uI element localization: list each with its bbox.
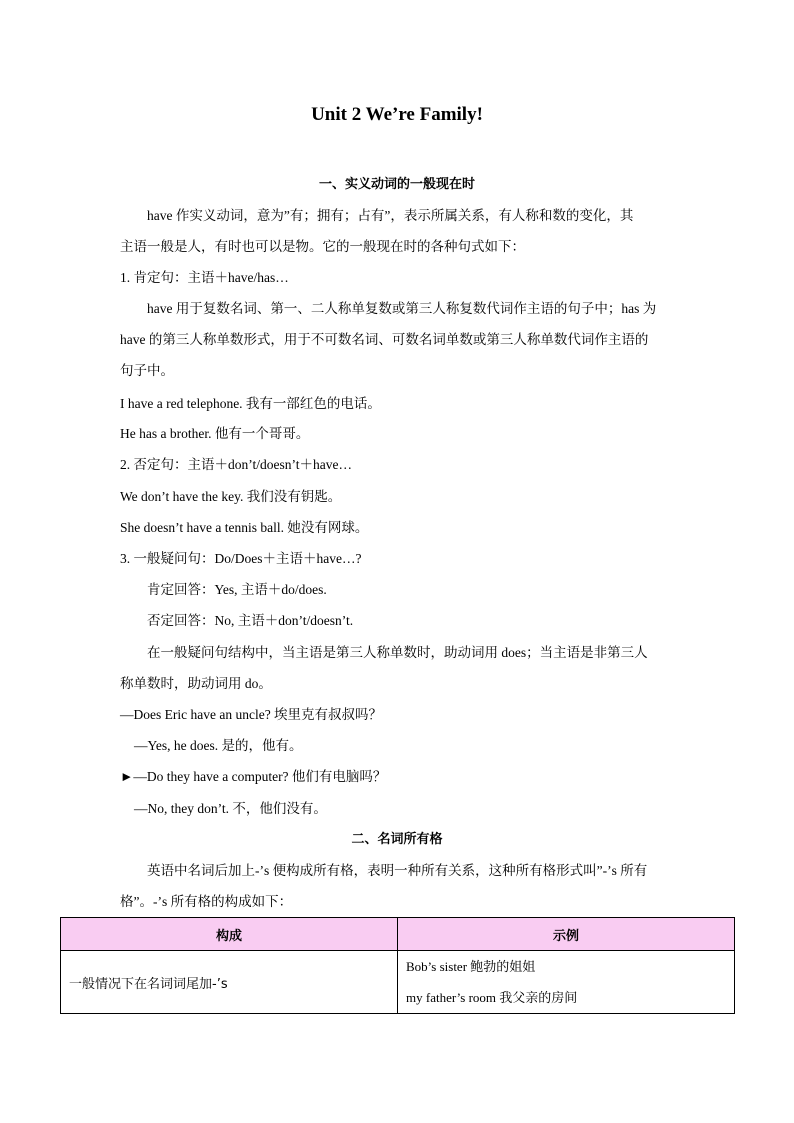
section2-intro-line-2: 格”。-’s 所有格的构成如下： bbox=[120, 894, 293, 909]
section1-intro-line-1: have 作实义动词，意为”有；拥有；占有”，表示所属关系，有人称和数的变化，其 bbox=[147, 208, 634, 223]
point1-title: 1. 肯定句：主语＋have/has… bbox=[120, 270, 289, 285]
example-1: I have a red telephone. 我有一部红色的电话。 bbox=[120, 396, 381, 411]
table-example-1: Bob’s sister 鲍勃的姐姐 bbox=[406, 959, 536, 974]
section2-intro-line-1: 英语中名词后加上-’s 便构成所有格，表明一种所有关系，这种所有格形式叫”-’s 所有 bbox=[147, 863, 648, 878]
example-3: We don’t have the key. 我们没有钥匙。 bbox=[120, 489, 342, 504]
table-row bbox=[61, 951, 735, 1014]
table-header-structure: 构成 bbox=[61, 918, 398, 951]
dialog1-question: —Does Eric have an uncle? 埃里克有叔叔吗？ bbox=[120, 707, 383, 722]
section1-heading: 一、实义动词的一般现在时 bbox=[318, 177, 475, 192]
point3-text-line-1: 在一般疑问句结构中，当主语是第三人称单数时，助动词用 does；当主语是非第三人 bbox=[147, 645, 648, 660]
section2-heading: 二、名词所有格 bbox=[351, 832, 443, 847]
table-header-example: 示例 bbox=[398, 918, 735, 951]
example-4: She doesn’t have a tennis ball. 她没有网球。 bbox=[120, 520, 369, 535]
dialog2-question: ►—Do they have a computer? 他们有电脑吗？ bbox=[120, 769, 387, 784]
possessive-table bbox=[60, 917, 735, 1014]
dialog2-answer: —No, they don’t. 不，他们没有。 bbox=[134, 801, 327, 816]
section1-intro-line-2: 主语一般是人，有时也可以是物。它的一般现在时的各种句式如下： bbox=[120, 239, 525, 254]
point2-title: 2. 否定句：主语＋don’t/doesn’t＋have… bbox=[120, 457, 352, 472]
table-header-row bbox=[61, 918, 735, 951]
point1-text-line-2: have 的第三人称单数形式，用于不可数名词、可数名词单数或第三人称单数代词作主语的 bbox=[120, 332, 649, 347]
example-2: He has a brother. 他有一个哥哥。 bbox=[120, 426, 310, 441]
point3-title: 3. 一般疑问句：Do/Does＋主语＋have…? bbox=[120, 551, 362, 566]
table-cell-examples bbox=[398, 951, 735, 1014]
table-cell-rule: 一般情况下在名词词尾加-’s bbox=[61, 951, 398, 1014]
dialog1-answer: —Yes, he does. 是的，他有。 bbox=[134, 738, 303, 753]
point3-text-line-2: 称单数时，助动词用 do。 bbox=[120, 676, 272, 691]
answer-yes: 肯定回答：Yes, 主语＋do/does. bbox=[147, 582, 327, 597]
document-title: Unit 2 We’re Family! bbox=[311, 104, 483, 125]
point1-text-line-3: 句子中。 bbox=[120, 363, 174, 378]
table-example-2: my father’s room 我父亲的房间 bbox=[406, 990, 578, 1005]
point1-text-line-1: have 用于复数名词、第一、二人称单复数或第三人称复数代词作主语的句子中；has 为 bbox=[147, 301, 657, 316]
answer-no: 否定回答：No, 主语＋don’t/doesn’t. bbox=[147, 613, 354, 628]
